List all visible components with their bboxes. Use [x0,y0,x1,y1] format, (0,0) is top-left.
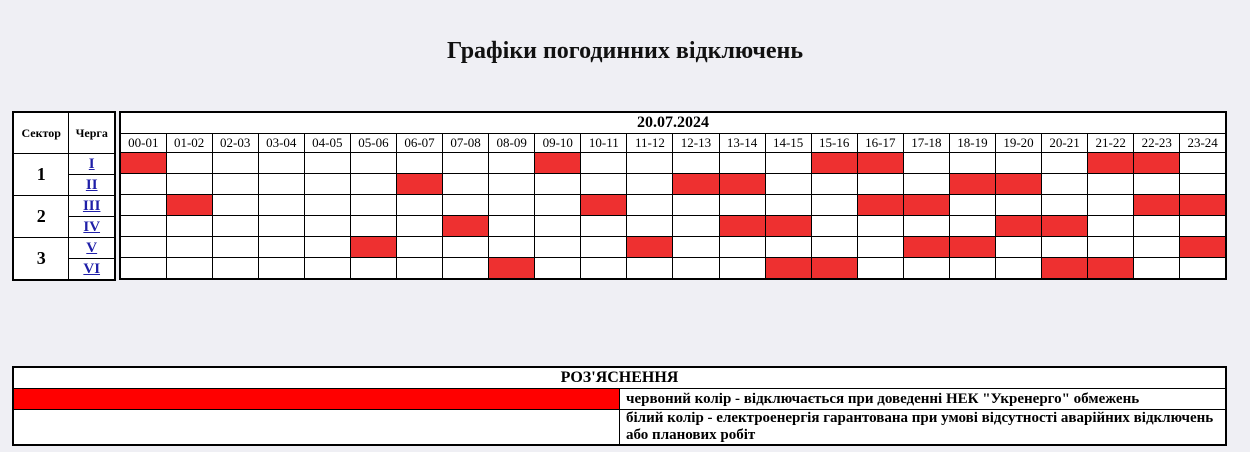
power-slot [443,237,489,258]
queue-link[interactable]: VI [83,260,101,277]
outage-slot [811,258,857,280]
power-slot [765,195,811,216]
power-slot [258,153,304,174]
power-slot [811,216,857,237]
power-slot [120,195,166,216]
power-slot [396,237,442,258]
hour-header: 15-16 [811,134,857,153]
power-slot [350,153,396,174]
outage-slot [166,195,212,216]
hour-header: 05-06 [350,134,396,153]
power-slot [673,153,719,174]
queue-link[interactable]: II [85,176,98,193]
power-slot [304,258,350,280]
queue-schedule-row [120,216,1226,237]
outage-slot [857,153,903,174]
power-slot [1134,258,1180,280]
hour-header: 23-24 [1180,134,1226,153]
power-slot [949,258,995,280]
queue-cell [69,259,115,281]
outage-slot [627,237,673,258]
legend-table [12,366,1227,446]
power-slot [627,216,673,237]
power-slot [1088,237,1134,258]
power-slot [857,174,903,195]
power-slot [903,258,949,280]
outage-slot [443,216,489,237]
queue-cell [69,154,115,175]
hour-header: 16-17 [857,134,903,153]
outage-slot [903,195,949,216]
power-slot [857,258,903,280]
power-slot [995,237,1041,258]
power-slot [1134,174,1180,195]
power-slot [396,195,442,216]
outage-slot [1180,237,1226,258]
power-slot [1042,237,1088,258]
outage-slot [673,174,719,195]
legend-swatch-red [13,389,620,410]
outage-slot [1042,258,1088,280]
power-slot [719,195,765,216]
hour-header: 04-05 [304,134,350,153]
queue-cell [69,196,115,217]
power-slot [120,237,166,258]
power-slot [995,153,1041,174]
power-slot [857,237,903,258]
power-slot [765,153,811,174]
outage-slot [995,216,1041,237]
power-slot [350,258,396,280]
power-slot [535,174,581,195]
power-slot [258,195,304,216]
power-slot [396,258,442,280]
hour-header: 03-04 [258,134,304,153]
power-slot [995,258,1041,280]
queue-schedule-row [120,174,1226,195]
hour-header: 18-19 [949,134,995,153]
power-slot [765,237,811,258]
power-slot [489,237,535,258]
power-slot [1134,237,1180,258]
sector-header: Сектор [13,112,69,154]
outage-slot [1134,153,1180,174]
power-slot [627,174,673,195]
queue-link[interactable]: V [86,239,98,256]
hour-header: 10-11 [581,134,627,153]
power-slot [535,258,581,280]
power-slot [443,195,489,216]
queue-link[interactable]: III [82,197,101,214]
power-slot [304,174,350,195]
queue-link[interactable]: IV [83,218,101,235]
hour-header: 08-09 [489,134,535,153]
power-slot [627,153,673,174]
outage-slot [396,174,442,195]
sector-number: 2 [13,196,69,238]
power-slot [258,216,304,237]
power-slot [489,174,535,195]
power-slot [857,216,903,237]
power-slot [212,195,258,216]
outage-slot [765,216,811,237]
power-slot [1180,153,1226,174]
power-slot [1042,195,1088,216]
legend-text-white: білий колір - електроенергія гарантована при умові відсутності аварійних відключень або планових робіт [620,410,1227,446]
power-slot [995,195,1041,216]
power-slot [903,153,949,174]
hour-header: 22-23 [1134,134,1180,153]
queue-schedule-row [120,237,1226,258]
power-slot [627,258,673,280]
queue-cell [69,175,115,196]
power-slot [535,195,581,216]
power-slot [673,195,719,216]
queue-cell [69,217,115,238]
hour-header: 01-02 [166,134,212,153]
outage-slot [350,237,396,258]
power-slot [627,195,673,216]
legend-text-red: червоний колір - відключається при доведенні НЕК "Укренерго" обмежень [620,389,1227,410]
outage-slot [857,195,903,216]
hour-header: 12-13 [673,134,719,153]
power-slot [212,153,258,174]
power-slot [212,216,258,237]
power-slot [258,237,304,258]
power-slot [673,258,719,280]
outage-slot [535,153,581,174]
power-slot [949,153,995,174]
outage-slot [1180,195,1226,216]
power-slot [443,153,489,174]
outage-slot [120,153,166,174]
power-slot [304,216,350,237]
power-slot [396,153,442,174]
queue-header: Черга [69,112,115,154]
hour-header: 20-21 [1042,134,1088,153]
power-slot [489,153,535,174]
outage-slot [1088,153,1134,174]
power-slot [304,237,350,258]
hour-header: 13-14 [719,134,765,153]
power-slot [719,153,765,174]
queue-schedule-row [120,153,1226,174]
outage-slot [719,216,765,237]
hour-header: 17-18 [903,134,949,153]
power-slot [1134,216,1180,237]
power-slot [765,174,811,195]
power-slot [949,216,995,237]
outage-slot [765,258,811,280]
power-slot [166,174,212,195]
power-slot [1180,258,1226,280]
power-slot [1042,153,1088,174]
queue-schedule-row [120,195,1226,216]
power-slot [581,174,627,195]
outage-schedule-grid [119,111,1227,280]
power-slot [535,237,581,258]
power-slot [811,237,857,258]
power-slot [396,216,442,237]
outage-slot [995,174,1041,195]
queue-cell [69,238,115,259]
power-slot [443,174,489,195]
power-slot [903,174,949,195]
page-title: Графіки погодинних відключень [446,38,804,64]
power-slot [258,258,304,280]
power-slot [166,153,212,174]
outage-slot [811,153,857,174]
outage-slot [1088,258,1134,280]
hour-header: 21-22 [1088,134,1134,153]
power-slot [120,174,166,195]
outage-slot [903,237,949,258]
outage-slot [1134,195,1180,216]
power-slot [1180,216,1226,237]
power-slot [212,174,258,195]
power-slot [1088,195,1134,216]
sector-queue-table [12,111,116,281]
power-slot [350,216,396,237]
queue-schedule-row [120,258,1226,280]
power-slot [1042,174,1088,195]
power-slot [489,216,535,237]
hour-header: 14-15 [765,134,811,153]
power-slot [673,237,719,258]
power-slot [535,216,581,237]
power-slot [949,195,995,216]
hour-header: 11-12 [627,134,673,153]
queue-link[interactable]: I [88,155,95,172]
sector-number: 1 [13,154,69,196]
power-slot [673,216,719,237]
power-slot [443,258,489,280]
hour-header: 06-07 [396,134,442,153]
power-slot [120,258,166,280]
outage-slot [489,258,535,280]
outage-slot [581,195,627,216]
power-slot [166,237,212,258]
hour-header: 19-20 [995,134,1041,153]
power-slot [1088,216,1134,237]
outage-slot [1042,216,1088,237]
power-slot [350,195,396,216]
hour-header: 09-10 [535,134,581,153]
power-slot [581,216,627,237]
power-slot [258,174,304,195]
power-slot [581,258,627,280]
legend-title: РОЗ'ЯСНЕННЯ [13,367,1226,389]
power-slot [719,237,765,258]
power-slot [581,153,627,174]
hour-header: 00-01 [120,134,166,153]
power-slot [304,195,350,216]
power-slot [1180,174,1226,195]
power-slot [719,258,765,280]
outage-slot [949,174,995,195]
power-slot [120,216,166,237]
hour-header: 02-03 [212,134,258,153]
schedule-date: 20.07.2024 [120,112,1226,134]
power-slot [304,153,350,174]
power-slot [811,195,857,216]
power-slot [350,174,396,195]
power-slot [166,216,212,237]
power-slot [489,195,535,216]
power-slot [1088,174,1134,195]
outage-slot [949,237,995,258]
power-slot [212,237,258,258]
power-slot [212,258,258,280]
outage-slot [719,174,765,195]
power-slot [811,174,857,195]
hour-header: 07-08 [443,134,489,153]
power-slot [903,216,949,237]
legend-swatch-white [13,410,620,446]
power-slot [166,258,212,280]
sector-number: 3 [13,238,69,281]
power-slot [581,237,627,258]
